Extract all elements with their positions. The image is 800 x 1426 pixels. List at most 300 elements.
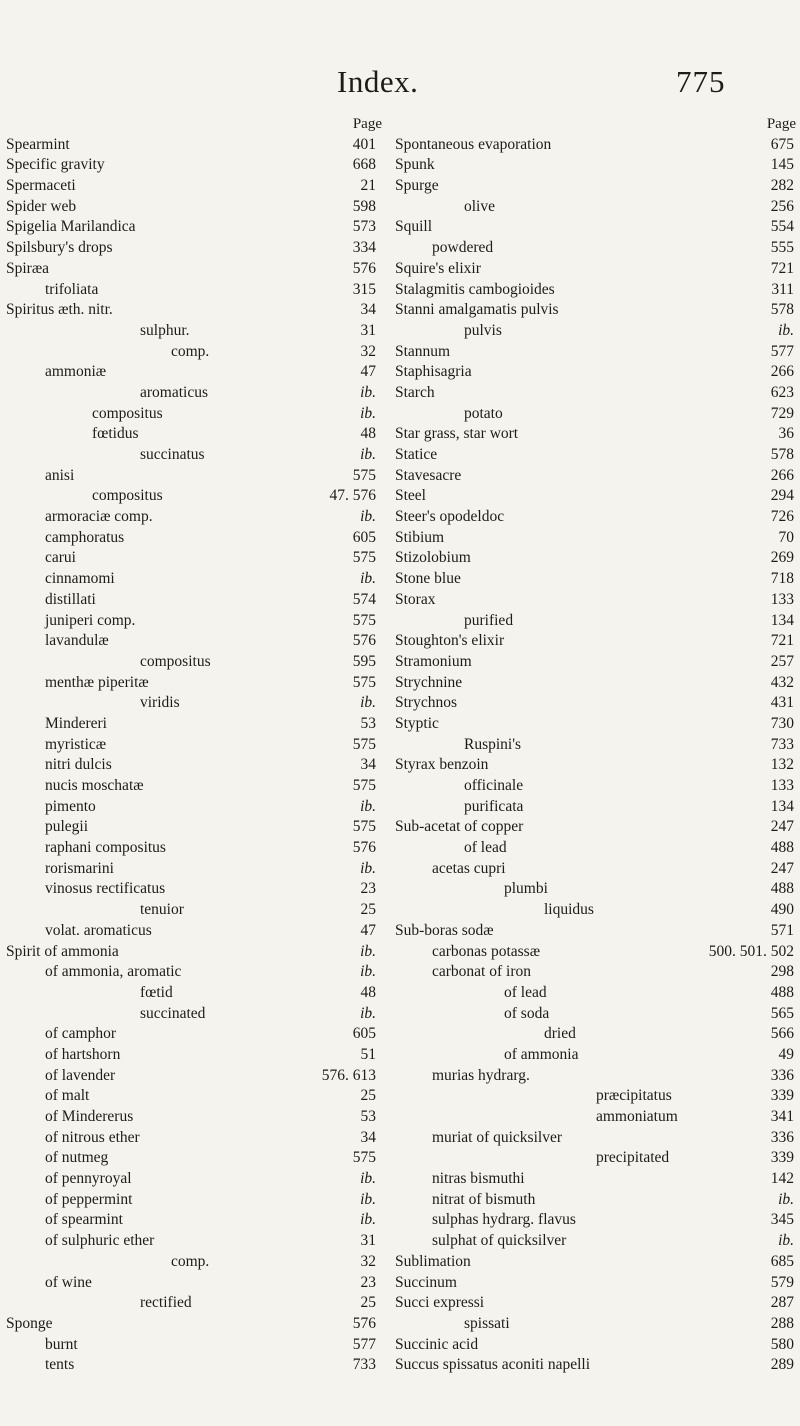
entry-page-ref: ib. [360, 1190, 376, 1208]
entry-page-ref: 25 [360, 1087, 376, 1105]
entry-page-ref: 257 [770, 652, 794, 670]
entry-term: nitras bismuthi [432, 1170, 525, 1188]
index-entry [392, 1066, 800, 1087]
entry-term: Styrax benzoin [395, 756, 489, 774]
entry-term: of spearmint [45, 1211, 123, 1229]
index-entry [0, 1169, 390, 1190]
entry-page-ref: 623 [770, 383, 794, 401]
entry-term: of nutmeg [45, 1149, 109, 1167]
index-entry [0, 445, 390, 466]
index-entry [0, 300, 390, 321]
entry-page-ref: 726 [770, 508, 794, 526]
entry-term: comp. [171, 1252, 210, 1270]
entry-page-ref: 721 [770, 259, 794, 277]
index-entry [0, 962, 390, 983]
entry-term: Stannum [395, 342, 451, 360]
index-entry [0, 942, 390, 963]
entry-page-ref: 401 [352, 135, 376, 153]
entry-page-ref: 576 [352, 839, 376, 857]
index-entry [0, 1086, 390, 1107]
index-entry [392, 155, 800, 176]
entry-page-ref: 133 [770, 590, 794, 608]
entry-term: Spontaneous evaporation [395, 135, 552, 153]
entry-term: Stibium [395, 528, 445, 546]
index-entry [0, 1293, 390, 1314]
entry-term: Specific gravity [6, 156, 105, 174]
index-entry [392, 838, 800, 859]
index-entry [0, 879, 390, 900]
index-entry [392, 1210, 800, 1231]
entry-page-ref: 53 [360, 1108, 376, 1125]
entry-page-ref: 32 [360, 342, 376, 360]
entry-term: vinosus rectificatus [45, 880, 166, 898]
entry-term: armoraciæ comp. [45, 508, 153, 526]
entry-page-ref: 345 [770, 1211, 794, 1229]
entry-term: of wine [45, 1273, 92, 1291]
index-entry [0, 569, 390, 590]
entry-term: Squire's elixir [395, 259, 481, 277]
entry-page-ref: 23 [360, 880, 376, 898]
entry-page-ref: 334 [352, 239, 376, 257]
entry-term: succinatus [140, 446, 205, 463]
entry-page-ref: 133 [770, 777, 794, 794]
entry-page-ref: 500. 501. 502 [708, 942, 794, 960]
entry-page-ref: 70 [778, 528, 794, 546]
entry-term: of soda [504, 1004, 550, 1022]
index-entry [392, 900, 800, 921]
index-entry [392, 1314, 800, 1335]
entry-page-ref: 47 [360, 921, 376, 939]
entry-term: muriat of quicksilver [432, 1128, 562, 1146]
entry-term: Spigelia Marilandica [6, 218, 136, 236]
index-entry [392, 404, 800, 425]
entry-page-ref: 247 [770, 859, 794, 877]
index-entry [392, 383, 800, 404]
entry-page-ref: 145 [770, 156, 794, 174]
index-entry [0, 321, 390, 342]
entry-term: Starch [395, 383, 435, 401]
entry-page-ref: 34 [360, 756, 376, 774]
index-entry [0, 424, 390, 445]
entry-term: tenuior [140, 901, 184, 919]
entry-page-ref: 311 [771, 280, 794, 298]
page-number: 775 [676, 64, 726, 99]
entry-term: burnt [45, 1335, 78, 1353]
entry-page-ref: ib. [360, 508, 376, 526]
entry-page-ref: 490 [770, 901, 794, 919]
entry-page-ref: 733 [352, 1356, 376, 1374]
entry-term: purificata [464, 797, 524, 815]
entry-term: nitri dulcis [45, 756, 112, 774]
entry-page-ref: 34 [360, 301, 376, 319]
index-entry [0, 776, 390, 797]
entry-page-ref: ib. [778, 321, 794, 339]
entry-term: compositus [92, 487, 163, 505]
entry-page-ref: 605 [352, 1025, 376, 1043]
index-entry [0, 1107, 390, 1128]
index-entry [392, 1107, 800, 1128]
entry-page-ref: 575 [352, 818, 376, 836]
entry-page-ref: 25 [360, 901, 376, 919]
index-entry [392, 445, 800, 466]
entry-term: raphani compositus [45, 839, 166, 857]
index-entry [0, 755, 390, 776]
entry-page-ref: 579 [770, 1273, 794, 1291]
entry-page-ref: 730 [770, 714, 794, 732]
entry-page-ref: 575 [352, 1149, 376, 1167]
entry-page-ref: 729 [770, 404, 794, 422]
page-column-label: Page [352, 116, 382, 132]
index-entry [392, 217, 800, 238]
entry-term: spissati [464, 1314, 510, 1332]
entry-page-ref: 668 [352, 156, 376, 174]
index-entry [0, 362, 390, 383]
entry-term: purified [464, 611, 514, 629]
entry-term: of pennyroyal [45, 1170, 132, 1188]
entry-term: of ammonia, aromatic [45, 963, 182, 981]
entry-term: juniperi comp. [45, 611, 136, 629]
entry-term: pimento [45, 797, 96, 815]
index-entry [0, 817, 390, 838]
index-entry [392, 1335, 800, 1356]
index-entry [0, 1335, 390, 1356]
entry-page-ref: 555 [770, 239, 794, 257]
index-entry [392, 1355, 800, 1376]
index-entry [392, 528, 800, 549]
index-entry [392, 817, 800, 838]
entry-page-ref: 577 [352, 1335, 376, 1353]
entry-term: of camphor [45, 1025, 117, 1043]
index-entry [392, 1024, 800, 1045]
entry-page-ref: 21 [360, 177, 376, 195]
index-entry [0, 1148, 390, 1169]
entry-page-ref: 132 [770, 756, 794, 774]
index-entry [0, 259, 390, 280]
entry-term: Succinic acid [395, 1335, 479, 1353]
entry-term: distillati [45, 590, 96, 608]
entry-term: volat. aromaticus [45, 921, 152, 939]
index-entry [0, 1355, 390, 1376]
entry-term: camphoratus [45, 528, 125, 546]
entry-page-ref: 266 [770, 363, 794, 381]
entry-page-ref: ib. [778, 1232, 794, 1250]
entry-term: nitrat of bismuth [432, 1190, 536, 1208]
index-entry [392, 1086, 800, 1107]
entry-page-ref: ib. [778, 1190, 794, 1208]
entry-term: Star grass, star wort [395, 425, 519, 443]
index-entry [0, 1004, 390, 1025]
index-entry [0, 135, 390, 156]
entry-term: Strychnos [395, 694, 457, 712]
entry-term: of peppermint [45, 1190, 133, 1208]
index-entry [392, 714, 800, 735]
entry-page-ref: ib. [360, 1211, 376, 1229]
entry-term: tents [45, 1356, 75, 1374]
entry-term: cinnamomi [45, 570, 115, 588]
page-title: Index. [337, 64, 419, 99]
entry-term: carbonat of iron [432, 963, 531, 981]
index-entry [392, 631, 800, 652]
entry-term: Sub-acetat of copper [395, 818, 524, 836]
entry-term: myristicæ [45, 735, 107, 753]
index-entry [392, 1252, 800, 1273]
index-entry [392, 776, 800, 797]
index-entry [0, 797, 390, 818]
index-entry [0, 1190, 390, 1211]
entry-page-ref: 339 [770, 1149, 794, 1167]
entry-term: murias hydrarg. [432, 1066, 530, 1084]
index-entry [392, 1190, 800, 1211]
entry-term: Sponge [6, 1314, 53, 1332]
index-entry [0, 1314, 390, 1335]
entry-term: pulvis [464, 321, 502, 339]
page-header [0, 64, 800, 104]
index-entry [0, 528, 390, 549]
entry-term: Statice [395, 446, 438, 463]
column-header [392, 114, 800, 135]
entry-page-ref: 575 [352, 777, 376, 794]
entry-term: ammoniæ [45, 363, 107, 381]
entry-term: Spiræa [6, 259, 50, 277]
entry-page-ref: 685 [770, 1252, 794, 1270]
index-entry [392, 197, 800, 218]
entry-term: carui [45, 549, 76, 567]
entry-page-ref: 718 [770, 570, 794, 588]
entry-page-ref: 565 [770, 1004, 794, 1022]
entry-page-ref: 554 [770, 218, 794, 236]
entry-term: Spider web [6, 197, 77, 215]
index-entry [0, 1252, 390, 1273]
entry-page-ref: 488 [770, 839, 794, 857]
entry-page-ref: 31 [360, 1232, 376, 1250]
entry-term: Spermaceti [6, 177, 76, 195]
index-entry [392, 1293, 800, 1314]
entry-page-ref: 575 [352, 466, 376, 484]
index-entry [392, 548, 800, 569]
entry-term: acetas cupri [432, 859, 506, 877]
entry-page-ref: 575 [352, 611, 376, 629]
entry-term: sulphur. [140, 321, 190, 339]
index-entry [0, 217, 390, 238]
entry-term: aromaticus [140, 383, 209, 401]
index-entry [0, 693, 390, 714]
entry-page-ref: ib. [360, 1004, 376, 1022]
entry-term: of nitrous ether [45, 1128, 140, 1146]
entry-page-ref: ib. [360, 963, 376, 981]
entry-term: Spearmint [6, 135, 70, 153]
entry-page-ref: 49 [778, 1045, 794, 1063]
index-entry [0, 590, 390, 611]
left-index-column [0, 114, 390, 1376]
entry-term: Spilsbury's drops [6, 239, 113, 257]
index-entry [0, 611, 390, 632]
entry-term: Succinum [395, 1273, 457, 1291]
index-entry [392, 259, 800, 280]
entry-page-ref: 598 [352, 197, 376, 215]
index-entry [0, 238, 390, 259]
index-entry [392, 1169, 800, 1190]
index-entry [392, 1273, 800, 1294]
index-entry [0, 466, 390, 487]
entry-page-ref: ib. [360, 859, 376, 877]
entry-term: Spurge [395, 177, 439, 195]
entry-page-ref: 576 [352, 632, 376, 650]
entry-page-ref: 573 [352, 218, 376, 236]
entry-page-ref: 574 [352, 590, 376, 608]
entry-page-ref: 288 [770, 1314, 794, 1332]
entry-term: Stramonium [395, 652, 472, 670]
index-entry [0, 342, 390, 363]
index-entry [0, 1231, 390, 1252]
entry-term: Mindereri [45, 714, 107, 732]
entry-page-ref: ib. [360, 383, 376, 401]
entry-page-ref: 580 [770, 1335, 794, 1353]
entry-page-ref: 256 [770, 197, 794, 215]
entry-page-ref: 721 [770, 632, 794, 650]
entry-term: officinale [464, 777, 524, 794]
entry-term: Sub-boras sodæ [395, 921, 494, 939]
index-entry [392, 321, 800, 342]
entry-term: compositus [92, 404, 163, 422]
entry-page-ref: 578 [770, 301, 794, 319]
index-entry [0, 1066, 390, 1087]
entry-term: Spiritus æth. nitr. [6, 301, 113, 319]
index-entry [0, 280, 390, 301]
index-entry [392, 652, 800, 673]
entry-term: Spirit of ammonia [6, 942, 119, 960]
index-entry [0, 921, 390, 942]
entry-page-ref: 576 [352, 259, 376, 277]
entry-term: Squill [395, 218, 433, 236]
index-entry [0, 155, 390, 176]
index-entry [392, 238, 800, 259]
index-entry [392, 424, 800, 445]
index-entry [0, 900, 390, 921]
entry-page-ref: 34 [360, 1128, 376, 1146]
entry-page-ref: 341 [770, 1108, 794, 1125]
entry-term: Ruspini's [464, 735, 522, 753]
entry-page-ref: 336 [770, 1066, 794, 1084]
index-entry [0, 486, 390, 507]
entry-term: Staphisagria [395, 363, 472, 381]
entry-page-ref: 48 [360, 983, 376, 1001]
index-entry [392, 280, 800, 301]
entry-page-ref: 25 [360, 1294, 376, 1312]
index-entry [392, 921, 800, 942]
index-entry [0, 1024, 390, 1045]
entry-term: Steel [395, 487, 426, 505]
index-entry [0, 652, 390, 673]
entry-term: liquidus [544, 901, 594, 919]
entry-term: sulphas hydrarg. flavus [432, 1211, 576, 1229]
entry-term: Stalagmitis cambogioides [395, 280, 555, 298]
entry-page-ref: ib. [360, 797, 376, 815]
entry-term: rorismarini [45, 859, 114, 877]
entry-term: rectified [140, 1294, 192, 1312]
index-entry [392, 486, 800, 507]
entry-term: ammoniatum [596, 1108, 678, 1125]
index-entry [0, 1210, 390, 1231]
entry-term: Spunk [395, 156, 435, 174]
entry-term: Styptic [395, 714, 439, 732]
index-entry [392, 797, 800, 818]
entry-page-ref: ib. [360, 694, 376, 712]
entry-term: succinated [140, 1004, 206, 1022]
entry-page-ref: 336 [770, 1128, 794, 1146]
index-entry [0, 673, 390, 694]
index-entry [392, 755, 800, 776]
entry-term: comp. [171, 342, 210, 360]
entry-page-ref: 576 [352, 1314, 376, 1332]
index-entry [0, 1273, 390, 1294]
entry-term: plumbi [504, 880, 548, 898]
index-entry [0, 631, 390, 652]
index-entry [0, 859, 390, 880]
entry-page-ref: 432 [770, 673, 794, 691]
entry-page-ref: ib. [360, 446, 376, 463]
entry-page-ref: 51 [360, 1045, 376, 1063]
entry-term: of hartshorn [45, 1045, 121, 1063]
index-entry [392, 1128, 800, 1149]
entry-term: anisi [45, 466, 75, 484]
index-entry [0, 735, 390, 756]
entry-page-ref: 605 [352, 528, 376, 546]
entry-term: Storax [395, 590, 436, 608]
entry-page-ref: 282 [770, 177, 794, 195]
entry-term: fœtid [140, 983, 173, 1001]
entry-page-ref: ib. [360, 1170, 376, 1188]
entry-page-ref: 488 [770, 983, 794, 1001]
index-entry [0, 548, 390, 569]
entry-page-ref: 675 [770, 135, 794, 153]
index-entry [392, 362, 800, 383]
entry-page-ref: 575 [352, 735, 376, 753]
entry-page-ref: 298 [770, 963, 794, 981]
entry-page-ref: 431 [770, 694, 794, 712]
entry-term: of ammonia [504, 1045, 579, 1063]
index-entry [392, 135, 800, 156]
entry-term: compositus [140, 652, 211, 670]
entry-page-ref: 53 [360, 714, 376, 732]
entry-term: trifoliata [45, 280, 99, 298]
entry-page-ref: 576. 613 [321, 1066, 376, 1084]
entry-term: Steer's opodeldoc [395, 508, 505, 526]
entry-page-ref: 142 [770, 1170, 794, 1188]
entry-term: Stanni amalgamatis pulvis [395, 301, 559, 319]
index-entry [392, 879, 800, 900]
entry-term: nucis moschatæ [45, 777, 144, 794]
entry-page-ref: 47. 576 [329, 487, 376, 505]
entry-page-ref: 566 [770, 1025, 794, 1043]
index-entry [392, 342, 800, 363]
index-entry [392, 983, 800, 1004]
index-entry [0, 1128, 390, 1149]
index-entry [0, 383, 390, 404]
entry-page-ref: 577 [770, 342, 794, 360]
index-entry [0, 176, 390, 197]
index-entry [392, 693, 800, 714]
index-entry [392, 673, 800, 694]
entry-term: menthæ piperitæ [45, 673, 149, 691]
entry-term: dried [544, 1025, 576, 1043]
index-entry [0, 1045, 390, 1066]
entry-term: lavandulæ [45, 632, 109, 650]
entry-term: of lead [504, 983, 547, 1001]
entry-page-ref: 134 [770, 611, 794, 629]
index-entry [0, 197, 390, 218]
index-entry [392, 507, 800, 528]
entry-page-ref: 32 [360, 1252, 376, 1270]
